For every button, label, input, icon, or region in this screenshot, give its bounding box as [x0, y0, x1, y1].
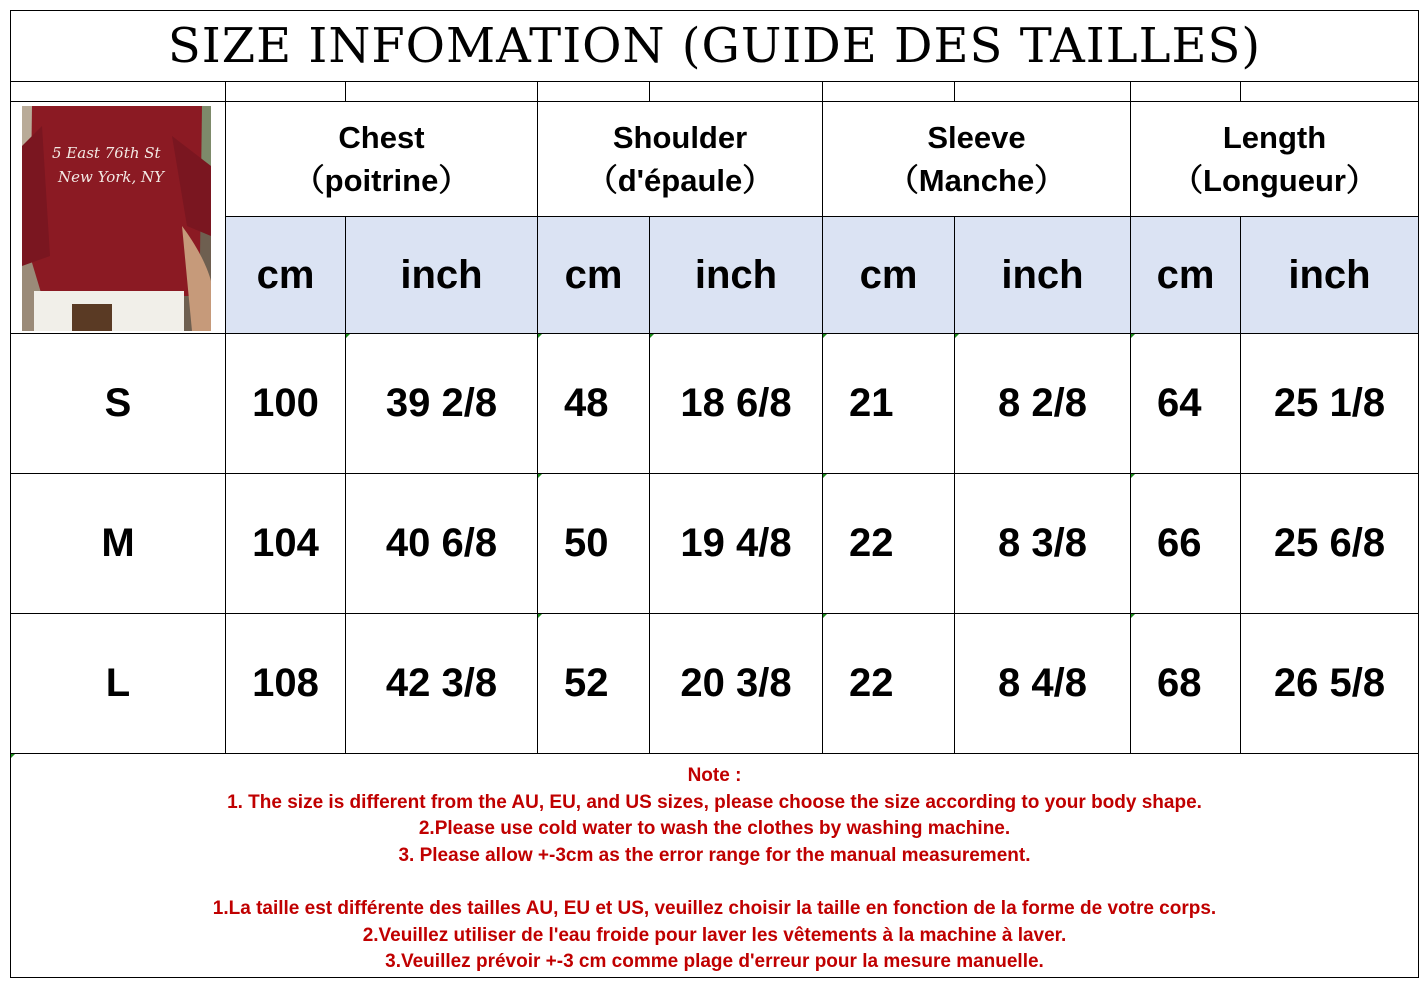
header-sleeve — [823, 102, 1130, 216]
value-cell: 100 — [252, 381, 319, 425]
value-cell: 22 — [849, 521, 894, 565]
rule — [649, 81, 650, 101]
cell-marker — [1131, 474, 1135, 478]
value-cell: 8 2/8 — [998, 381, 1087, 425]
notes-block — [11, 763, 1418, 976]
note-en-3: 3. Please allow +-3cm as the error range for the manual measurement. — [398, 844, 1031, 866]
cell-marker — [1131, 334, 1135, 338]
value-cell: 68 — [1157, 661, 1202, 705]
value-cell: 18 6/8 — [680, 381, 792, 425]
product-photo-illustration — [22, 106, 211, 331]
unit-cm-sleeve: cm — [823, 217, 954, 333]
value-cell: 39 2/8 — [385, 381, 498, 425]
shirt-text-line-2: New York, NY — [58, 168, 165, 186]
value-cell: 20 3/8 — [680, 661, 792, 705]
cell-marker — [538, 334, 542, 338]
cell-marker — [346, 334, 350, 338]
cell-marker — [823, 614, 827, 618]
header-length — [1131, 102, 1418, 216]
value-cell: 25 6/8 — [1273, 521, 1386, 565]
value-cell: 22 — [849, 661, 894, 705]
rule — [225, 81, 226, 101]
value-cell: 48 — [564, 381, 609, 425]
unit-cm-length: cm — [1131, 217, 1240, 333]
header-sleeve-fr: （Manche） — [887, 163, 1066, 198]
header-chest — [226, 102, 537, 216]
cell-marker — [11, 754, 15, 758]
cell-marker — [955, 334, 959, 338]
cell-marker — [538, 614, 542, 618]
value-cell: 19 4/8 — [680, 521, 792, 565]
value-cell: 50 — [564, 521, 609, 565]
value-cell: 64 — [1157, 381, 1202, 425]
unit-inch-sleeve: inch — [955, 217, 1130, 333]
notes-heading: Note : — [687, 765, 742, 786]
note-en-1: 1. The size is different from the AU, EU, and US sizes, please choose the size according to your body shape. — [227, 791, 1202, 813]
value-cell: 26 5/8 — [1273, 661, 1386, 705]
note-fr-3: 3.Veuillez prévoir +-3 cm comme plage d'erreur pour la mesure manuelle. — [385, 951, 1044, 973]
rule — [954, 81, 955, 101]
unit-inch-length: inch — [1241, 217, 1418, 333]
header-length-en: Length — [1222, 120, 1327, 155]
value-cell: 66 — [1157, 521, 1202, 565]
note-fr-2: 2.Veuillez utiliser de l'eau froide pour laver les vêtements à la machine à laver. — [362, 924, 1067, 946]
header-chest-en: Chest — [338, 120, 425, 155]
unit-cm-chest: cm — [226, 217, 345, 333]
note-fr-1: 1.La taille est différente des tailles AU, EU et US, veuillez choisir la taille en fonction de la forme de votre corps. — [212, 897, 1217, 919]
value-cell: 40 6/8 — [385, 521, 498, 565]
value-cell: 21 — [849, 381, 894, 425]
header-shoulder-fr: （d'épaule） — [586, 163, 774, 198]
value-cell: 25 1/8 — [1273, 381, 1386, 425]
product-photo — [22, 106, 211, 331]
rule — [11, 81, 1418, 82]
cell-marker — [823, 474, 827, 478]
value-cell: 8 3/8 — [998, 521, 1087, 565]
value-cell: 52 — [564, 661, 609, 705]
rule — [345, 81, 346, 101]
unit-inch-shoulder: inch — [650, 217, 822, 333]
shirt-text-line-1: 5 East 76th St — [52, 144, 161, 162]
page-title: SIZE INFOMATION (GUIDE DES TAILLES) — [167, 18, 1262, 74]
header-shoulder-en: Shoulder — [612, 120, 748, 155]
value-cell: 8 4/8 — [998, 661, 1087, 705]
header-chest-fr: （poitrine） — [293, 163, 470, 198]
value-cell: 42 3/8 — [385, 661, 498, 705]
rule — [537, 81, 538, 101]
rule — [1130, 81, 1131, 101]
rule — [822, 81, 823, 101]
size-label-s: S — [104, 381, 132, 425]
value-cell: 104 — [252, 521, 319, 565]
size-chart-sheet — [10, 10, 1419, 978]
rule — [11, 753, 1418, 754]
size-label-m: M — [101, 521, 135, 565]
note-en-2: 2.Please use cold water to wash the clothes by washing machine. — [418, 818, 1011, 840]
header-length-fr: （Longueur） — [1172, 163, 1377, 198]
value-cell: 108 — [252, 661, 319, 705]
header-sleeve-en: Sleeve — [927, 120, 1026, 155]
cell-marker — [538, 474, 542, 478]
size-label-l: L — [105, 661, 131, 705]
header-shoulder — [538, 102, 822, 216]
notes-spacer — [11, 869, 1418, 896]
cell-marker — [823, 334, 827, 338]
cell-marker — [1131, 614, 1135, 618]
rule — [1240, 81, 1241, 101]
cell-marker — [650, 334, 654, 338]
unit-cm-shoulder: cm — [538, 217, 649, 333]
unit-inch-chest: inch — [346, 217, 537, 333]
